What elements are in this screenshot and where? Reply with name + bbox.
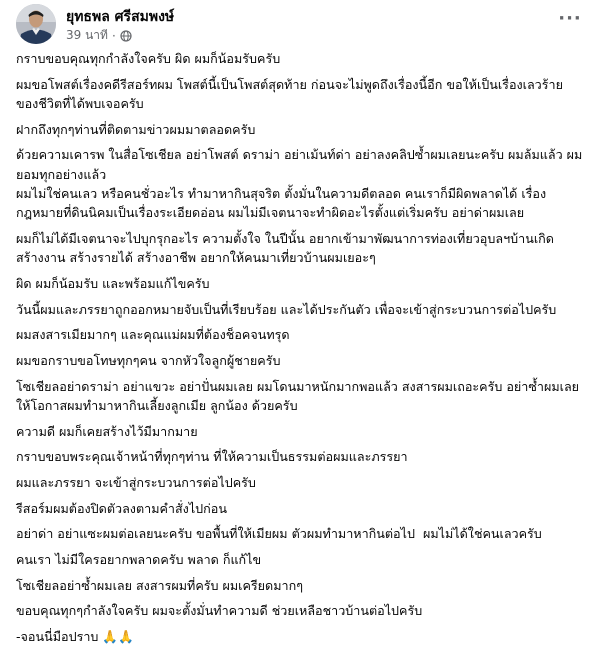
post-paragraph: ผมสงสารเมียมากๆ และคุณแม่ผมที่ต้องช็อคจนทรุด	[16, 327, 290, 343]
public-globe-icon[interactable]	[120, 30, 132, 42]
post-paragraph: ผมและภรรยา จะเข้าสู่กระบวนการต่อไปครับ	[16, 475, 256, 491]
post-paragraph: ฝากถึงทุกๆท่านที่ติดตามข่าวผมมาตลอดครับ	[16, 121, 256, 137]
post-paragraph: ผิด ผมก็น้อมรับ และพร้อมแก้ไขครับ	[16, 275, 210, 291]
post-paragraph: คนเรา ไม่มีใครอยากพลาดครับ พลาด ก็แก้ไข	[16, 552, 262, 568]
post-paragraph: รีสอร์มผมต้องปิดตัวลงตามคำสั่งไปก่อน	[16, 500, 227, 516]
post-paragraph: ผมก็ไม่ได้มีเจตนาจะไปบุกรุกอะไร ความตั้งใจ ในปีนั้น อยากเข้ามาพัฒนาการท่องเที่ยวอุบลฯบ้านเกิด สร้างงาน สร้างรายได้ สร้างอาชีพ อยากให้คนมาเที่ยวบ้านผมเยอะๆ	[16, 230, 558, 266]
post-paragraph: โซเชียลอย่าซ้ำผมเลย สงสารผมที่ครับ ผมเครียดมากๆ	[16, 577, 303, 593]
post-paragraph: ผมขอโพสต์เรื่องคดีรีสอร์ทผม โพสต์นี้เป็นโพสต์สุดท้าย ก่อนจะไม่พูดถึงเรื่องนี้อีก ขอให้เป็นเรื่องเลวร้ายของชีวิตที่ได้พบเจอครับ	[16, 76, 563, 111]
post-paragraph: ด้วยความเคารพ ในสื่อโซเชียล อย่าโพสต์ ดราม่า อย่าเม้นท์ด่า อย่าลงคลิปซ้ำผมเลยนะครับ ผมล้มแล้ว ผมยอมทุกอย่างแล้ว ผมไม่ใช่คนเลว หรือคนชั่วอะไร ทำมาหากินสุจริต ตั้งมั่นในความดีตลอด คนเราก็มีผิดพลาดได้ เรื่องกฎหมายที่ดินนิคมเป็นเรื่องระเอียดอ่อน ผมไม่มีเจตนาจะทำผิดอะไรตั้งแต่เริ่มครับ อย่าด่าผมเลย	[16, 147, 583, 221]
more-options-icon[interactable]: ···	[558, 8, 582, 29]
post-paragraph: อย่าด่า อย่าแซะผมต่อเลยนะครับ ขอพื้นที่ให้เมียผม ตัวผมทำมาหากินต่อไป ผมไม่ได้ใช่คนเลวครับ	[16, 526, 542, 542]
post-paragraph: กราบขอบพระคุณเจ้าหน้าที่ทุกๆท่าน ที่ให้ความเป็นธรรมต่อผมและภรรยา	[16, 449, 408, 465]
post-paragraph: ขอบคุณทุกๆกำลังใจครับ ผมจะตั้งมั่นทำความดี ช่วยเหลือชาวบ้านต่อไปครับ	[16, 603, 423, 619]
post-paragraph: กราบขอบคุณทุกกำลังใจครับ ผิด ผมก็น้อมรับครับ	[16, 51, 281, 66]
post-timestamp[interactable]: 39 นาที	[66, 28, 108, 42]
post-body	[16, 49, 584, 653]
post-paragraph: วันนี้ผมและภรรยาถูกออกหมายจับเป็นที่เรียบร้อย และได้ประกันตัว เพื่อจะเข้าสู่กระบวนการต่อไปครับ	[16, 301, 557, 317]
post-paragraph: โซเชียลอย่าดราม่า อย่าแขวะ อย่าปั่นผมเลย ผมโดนมาหนักมากพอแล้ว สงสารผมเถอะครับ อย่าซ้ำผมเลย ให้โอกาสผมทำมาหากินเลี้ยงลูกเมีย ลูกน้อง ด้วยครับ	[16, 378, 584, 413]
avatar-photo-icon	[16, 4, 56, 44]
author-avatar[interactable]	[16, 4, 56, 44]
meta-separator: ·	[111, 28, 116, 43]
author-name[interactable]: ยุทธพล ศรีสมพงษ์	[66, 9, 175, 25]
post-paragraph: ความดี ผมก็เคยสร้างไว้มีมากมาย	[16, 423, 198, 439]
post-header	[16, 4, 584, 44]
post-meta	[66, 26, 132, 45]
post-paragraph: ผมขอกราบขอโทษทุกๆคน จากหัวใจลูกผู้ชายครับ	[16, 352, 281, 368]
post-signature: -จอนนี่มือปราบ 🙏🙏	[16, 629, 134, 645]
